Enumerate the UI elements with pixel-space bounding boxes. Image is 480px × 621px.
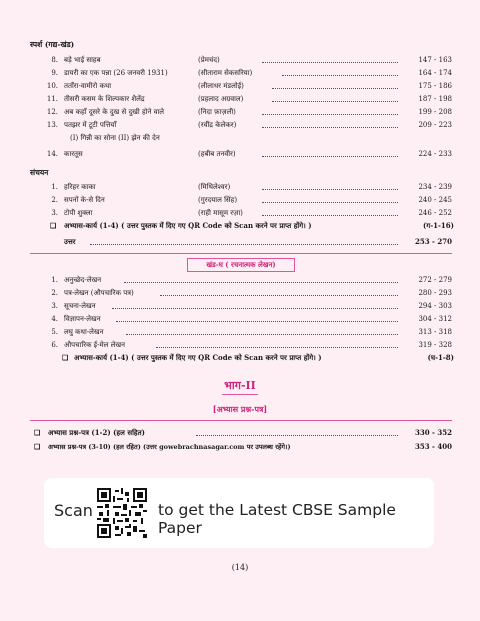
leader-dots: [262, 215, 398, 216]
leader-dots: [272, 101, 398, 102]
checkbox-bullet-icon: ❑: [34, 442, 41, 451]
toc-row[interactable]: 2. सपनों के-से दिन (गुरदयाल सिंह) 240 - 245: [51, 196, 452, 204]
leader-dots: [126, 334, 398, 335]
toc-row[interactable]: 9. डायरी का एक पन्ना (26 जनवरी 1931) (सीताराम सेकसरिया) 164 - 174: [51, 69, 452, 77]
toc-row[interactable]: 8. बड़े भाई साहब (प्रेमचंद) 147 - 163: [51, 56, 452, 64]
toc-row[interactable]: 12. अब कहाँ दूसरे के दुख से दुखी होने वाले (निदा फ़ाज़ली) 199 - 208: [46, 108, 452, 116]
leader-dots: [262, 114, 398, 115]
banner-tagline: to get the Latest CBSE Sample Paper: [158, 501, 396, 537]
toc-row[interactable]: 4. विज्ञापन-लेखन 304 - 312: [51, 315, 452, 323]
leader-dots: [262, 62, 398, 63]
toc-row[interactable]: 10. तताँरा-वामीरो कथा (लीलाधर मंडलोई) 175 - 186: [46, 82, 452, 90]
checkbox-bullet-icon: ❑: [50, 221, 57, 230]
toc-row[interactable]: 1. अनुच्छेद-लेखन 272 - 279: [51, 276, 452, 284]
toc-row[interactable]: 1. हरिहर काका (मिथिलेश्वर) 234 - 239: [51, 183, 452, 191]
leader-dots: [262, 156, 398, 157]
leader-dots: [112, 308, 398, 309]
leader-dots: [262, 202, 398, 203]
leader-dots: [160, 295, 398, 296]
toc-row-paper[interactable]: ❑ अभ्यास प्रश्न-पत्र (3-10) (हल रहित) (उत्तर gowebrachnasagar.com पर उपलब्ध रहेंगे।) 353 - 400: [34, 442, 452, 451]
checkbox-bullet-icon: ❑: [34, 428, 41, 437]
toc-row-answers[interactable]: उत्तर 253 - 270: [64, 237, 452, 246]
toc-row[interactable]: 11. तीसरी कसम के शिल्पकार शैलेंद्र (प्रहलाद अग्रवाल) 187 - 198: [46, 95, 452, 103]
checkbox-bullet-icon: ❑: [62, 353, 69, 362]
leader-dots: [156, 347, 398, 348]
toc-row-paper[interactable]: ❑ अभ्यास प्रश्न-पत्र (1-2) (हल सहित) 330 - 352: [34, 428, 452, 437]
toc-row-practice[interactable]: ❑ अभ्यास-कार्य (1-4) ( उत्तर पुस्तक में दिए गए QR Code को Scan करने पर प्राप्त होंगे। ) (घ-1-8): [62, 353, 454, 362]
qr-code-icon[interactable]: [97, 488, 147, 538]
part-label: भाग-II: [224, 379, 256, 392]
divider: [30, 253, 452, 254]
divider: [222, 394, 258, 395]
leader-dots: [262, 189, 398, 190]
divider: [30, 420, 452, 421]
section-label-khand-d: खंड-घ ( रचनात्मक लेखन): [187, 258, 295, 272]
page-number: (14): [231, 563, 249, 572]
toc-row[interactable]: 3. टोपी शुक्ला (राही मासूम रज़ा) 246 - 252: [51, 209, 452, 217]
toc-row[interactable]: 6. औपचारिक ई-मेल लेखन 319 - 328: [51, 341, 452, 349]
leader-dots: [262, 127, 398, 128]
leader-dots: [272, 88, 398, 89]
section-heading-sanchayan: संचयन: [30, 168, 49, 177]
leader-dots: [116, 321, 398, 322]
part-sublabel: [अभ्यास प्रश्न-पत्र]: [212, 404, 268, 414]
toc-row[interactable]: 14. कारतूस (हबीब तनवीर) 224 - 233: [46, 150, 452, 158]
leader-dots: [90, 244, 398, 245]
qr-scan-banner[interactable]: [44, 478, 434, 548]
toc-row[interactable]: 3. सूचना-लेखन 294 - 303: [51, 302, 452, 310]
leader-dots: [196, 435, 398, 436]
toc-row-practice[interactable]: ❑ अभ्यास-कार्य (1-4) ( उत्तर पुस्तक में दिए गए QR Code को Scan करने पर प्राप्त होंगे। ) (ग-1-16): [50, 221, 454, 230]
banner-scan-text: Scan: [54, 501, 93, 520]
leader-dots: [124, 282, 398, 283]
leader-dots: [282, 75, 398, 76]
toc-row-subtitle: (I) गिन्नी का सोना (II) झेन की देन: [70, 134, 160, 142]
toc-row[interactable]: 13. पतझर में टूटी पत्तियाँ (रवींद्र केलेकर) 209 - 223: [46, 121, 452, 129]
toc-row[interactable]: 2. पत्र-लेखन (औपचारिक पत्र) 280 - 293: [51, 289, 452, 297]
toc-row[interactable]: 5. लघु कथा-लेखन 313 - 318: [51, 328, 452, 336]
section-heading-sparsh: स्पर्श (गद्य-खंड): [30, 40, 75, 49]
